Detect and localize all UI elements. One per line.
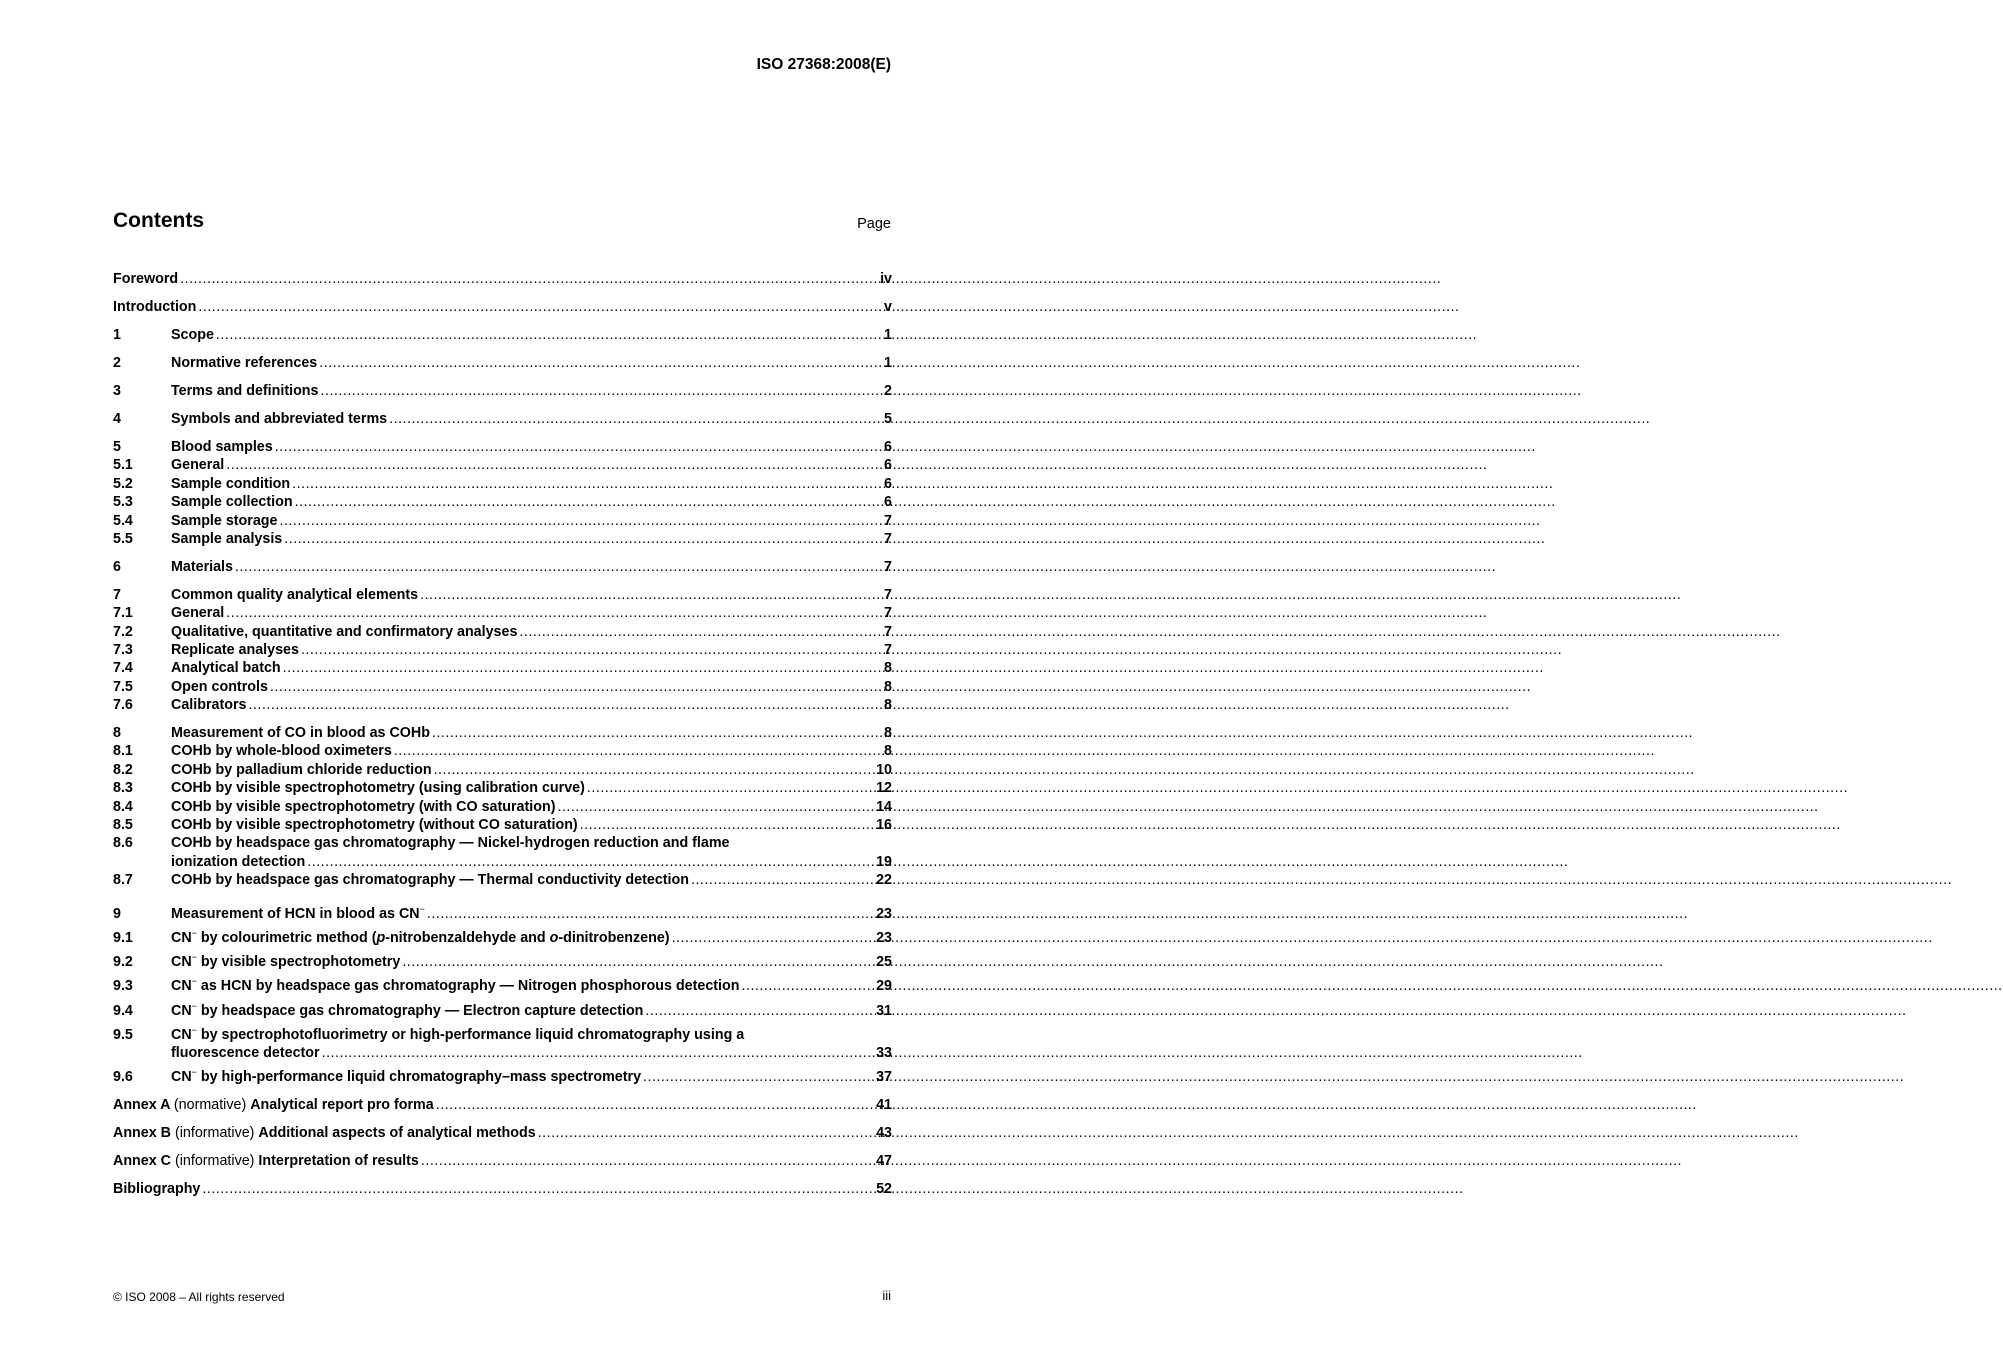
toc-entry-title: [171, 953, 400, 971]
copyright-notice: © ISO 2008 – All rights reserved: [113, 1290, 285, 1304]
toc-entry[interactable]: [113, 724, 892, 742]
toc-entry-title: [171, 1002, 643, 1020]
toc-entry[interactable]: [113, 475, 892, 493]
page-column-label: Page: [857, 216, 891, 232]
toc-title-continuation: ionization detection: [171, 854, 306, 870]
toc-entry[interactable]: [113, 1026, 892, 1044]
toc-page-number: 6: [884, 494, 892, 510]
toc-title-part: o: [549, 930, 559, 946]
toc-page-number: 8: [884, 679, 892, 695]
toc-page-number: 6: [884, 457, 892, 473]
dot-leader: [322, 1044, 875, 1062]
toc-entry-number: 9.1: [113, 930, 133, 946]
dot-leader: [587, 779, 874, 797]
toc-title-text: General: [171, 457, 225, 473]
toc-title-part: by high-performance liquid chromatography–mass spectrometry: [196, 1069, 642, 1085]
annex-label: Annex B: [113, 1125, 171, 1141]
toc-title-part: by headspace gas chromatography — Electron capture detection: [196, 1003, 644, 1019]
annex-title: Interpretation of results: [258, 1153, 419, 1169]
toc-title-part: p: [376, 930, 386, 946]
toc-entry-title: [171, 382, 319, 400]
toc-entry-title: [171, 834, 730, 852]
dot-leader: [436, 1096, 874, 1114]
toc-entry[interactable]: [113, 641, 892, 659]
dot-leader: [434, 761, 875, 779]
annex-title: Additional aspects of analytical methods: [258, 1125, 536, 1141]
toc-entry-title: [113, 1152, 419, 1170]
toc-entry-number: 3: [113, 383, 121, 399]
toc-title-text: COHb by whole-blood oximeters: [171, 743, 392, 759]
toc-entry-number: 9.4: [113, 1003, 133, 1019]
toc-page-number: 25: [876, 954, 892, 970]
toc-title-text: Introduction: [113, 299, 197, 315]
toc-page-number: 16: [876, 817, 892, 833]
toc-entry-title: [113, 1124, 536, 1142]
toc-title-part: CN: [171, 1003, 192, 1019]
toc-entry-number: 8.7: [113, 872, 133, 888]
toc-page-number: 7: [884, 531, 892, 547]
toc-entry[interactable]: [113, 270, 892, 288]
toc-page-number: 52: [876, 1181, 892, 1197]
toc-entry-title: [171, 410, 387, 428]
toc-entry-title: [113, 1180, 200, 1198]
toc-entry-title: [113, 298, 196, 316]
dot-leader: [279, 512, 882, 530]
toc-title-text: Sample collection: [171, 494, 293, 510]
toc-entry[interactable]: [113, 1180, 892, 1198]
toc-title-part: by visible spectrophotometry: [196, 954, 401, 970]
toc-entry-title: [171, 871, 689, 889]
toc-entry[interactable]: [113, 1152, 892, 1170]
toc-page-number: 12: [876, 780, 892, 796]
toc-entry-number: 2: [113, 355, 121, 371]
dot-leader: [538, 1124, 874, 1142]
dot-leader: [235, 558, 882, 576]
toc-entry-number: 7: [113, 587, 121, 603]
dot-leader: [427, 905, 874, 923]
toc-entry[interactable]: [113, 530, 892, 548]
toc-entry-number: 8.3: [113, 780, 133, 796]
annex-title: Analytical report pro forma: [250, 1097, 434, 1113]
toc-title-part: CN: [171, 954, 192, 970]
toc-entry-number: 7.1: [113, 605, 133, 621]
toc-entry-title: [171, 438, 273, 456]
toc-page-number: 8: [884, 743, 892, 759]
toc-entry[interactable]: [113, 696, 892, 714]
toc-title-part: CN: [171, 930, 192, 946]
toc-entry-number: 5.5: [113, 531, 133, 547]
contents-title: Contents: [113, 209, 204, 232]
toc-entry-title: [171, 742, 392, 760]
toc-entry[interactable]: [113, 659, 892, 677]
toc-title-text: COHb by visible spectrophotometry (using calibration curve): [171, 780, 585, 796]
toc-entry-number: 5.4: [113, 513, 133, 529]
toc-entry-number: 7.5: [113, 679, 133, 695]
annex-type: (informative): [174, 1125, 259, 1141]
annex-type: (normative): [173, 1097, 251, 1113]
dot-leader: [643, 1068, 874, 1086]
toc-entry-title: [171, 604, 224, 622]
toc-title-part: −: [191, 928, 197, 938]
toc-page-number: 7: [884, 642, 892, 658]
toc-entry-title: [113, 1096, 434, 1114]
toc-entry-number: 9.6: [113, 1069, 133, 1085]
toc-title-text: Sample condition: [171, 476, 291, 492]
toc-entry[interactable]: [113, 456, 892, 474]
toc-entry-title: [171, 475, 290, 493]
toc-entry-title: [171, 816, 578, 834]
toc-title-superscript: −: [419, 904, 425, 914]
dot-leader: [519, 623, 882, 641]
dot-leader: [283, 659, 882, 677]
toc-title-text: Replicate analyses: [171, 642, 299, 658]
toc-page-number: 8: [884, 660, 892, 676]
toc-entry-number: 8.2: [113, 762, 133, 778]
toc-title-text: Blood samples: [171, 439, 273, 455]
toc-entry-continuation[interactable]: [113, 1044, 892, 1062]
toc-entry-title: [171, 659, 281, 677]
toc-page-number: 8: [884, 697, 892, 713]
dot-leader: [275, 438, 882, 456]
toc-entry[interactable]: [113, 742, 892, 760]
toc-entry[interactable]: [113, 953, 892, 971]
dot-leader: [394, 742, 882, 760]
toc-title-text: COHb by headspace gas chromatography — Nickel-hydrogen reduction and flame: [171, 835, 730, 851]
toc-page-number: 6: [884, 439, 892, 455]
toc-title-part: −: [191, 1001, 197, 1011]
toc-entry-title: [171, 779, 585, 797]
toc-title-text: COHb by palladium chloride reduction: [171, 762, 432, 778]
toc-entry-title: [171, 929, 670, 947]
toc-entry[interactable]: [113, 298, 892, 316]
toc-entry-number: 4: [113, 411, 121, 427]
toc-page-number: 23: [876, 930, 892, 946]
toc-entry-title: [171, 696, 246, 714]
toc-title-text: COHb by visible spectrophotometry (without CO saturation): [171, 817, 578, 833]
toc-entry[interactable]: [113, 1124, 892, 1142]
dot-leader: [402, 953, 874, 971]
toc-title-text: Terms and definitions: [171, 383, 319, 399]
dot-leader: [742, 977, 875, 995]
toc-page-number: iv: [880, 271, 892, 287]
toc-entry[interactable]: [113, 761, 892, 779]
toc-entry[interactable]: [113, 493, 892, 511]
toc-entry[interactable]: [113, 604, 892, 622]
toc-title-part: CN: [171, 1069, 192, 1085]
toc-title-text: Qualitative, quantitative and confirmatory analyses: [171, 624, 518, 640]
toc-entry[interactable]: [113, 779, 892, 797]
toc-entry-number: 8.5: [113, 817, 133, 833]
toc-title-text: Sample storage: [171, 513, 278, 529]
toc-page-number: 29: [876, 978, 892, 994]
toc-title-text: Foreword: [113, 271, 179, 287]
toc-page-number: 31: [876, 1003, 892, 1019]
toc-page-number: 7: [884, 624, 892, 640]
toc-entry[interactable]: [113, 354, 892, 372]
toc-entry[interactable]: [113, 512, 892, 530]
dot-leader: [270, 678, 882, 696]
toc-page-number: 7: [884, 559, 892, 575]
toc-entry-title: [171, 977, 740, 995]
toc-entry-title: [171, 530, 282, 548]
toc-entry[interactable]: [113, 382, 892, 400]
page-number: iii: [882, 1288, 891, 1303]
dot-leader: [319, 354, 882, 372]
toc-page-number: 1: [884, 327, 892, 343]
toc-entry-number: 8.6: [113, 835, 133, 851]
toc-page-number: 7: [884, 587, 892, 603]
toc-title-part: by spectrophotofluorimetry or high-performance liquid chromatography using a: [196, 1027, 745, 1043]
toc-page-number: 10: [876, 762, 892, 778]
toc-page-number: 41: [876, 1097, 892, 1113]
toc-entry-number: 9.2: [113, 954, 133, 970]
dot-leader: [307, 853, 874, 871]
dot-leader: [672, 929, 875, 947]
toc-entry-title: [171, 586, 418, 604]
dot-leader: [226, 456, 882, 474]
toc-title-text: COHb by headspace gas chromatography — Thermal conductivity detection: [171, 872, 689, 888]
toc-title-text: Measurement of HCN in blood as CN: [171, 906, 420, 922]
toc-title-part: by colourimetric method (: [196, 930, 377, 946]
toc-page-number: 5: [884, 411, 892, 427]
dot-leader: [180, 270, 878, 288]
dot-leader: [301, 641, 882, 659]
toc-entry-number: 8.4: [113, 799, 133, 815]
toc-title-text: Materials: [171, 559, 233, 575]
dot-leader: [321, 382, 883, 400]
dot-leader: [248, 696, 882, 714]
dot-leader: [645, 1002, 874, 1020]
toc-page-number: 7: [884, 513, 892, 529]
toc-entry-title: [171, 1026, 744, 1044]
toc-entry[interactable]: [113, 977, 892, 995]
toc-title-text: Symbols and abbreviated terms: [171, 411, 388, 427]
toc-entry-number: 7.3: [113, 642, 133, 658]
toc-entry[interactable]: [113, 1068, 892, 1086]
toc-entry-number: 5.3: [113, 494, 133, 510]
dot-leader: [421, 1152, 874, 1170]
toc-title-part: −: [191, 1067, 197, 1077]
toc-entry[interactable]: [113, 586, 892, 604]
toc-entry[interactable]: [113, 1096, 892, 1114]
toc-title-text: Analytical batch: [171, 660, 281, 676]
toc-title-part: as HCN by headspace gas chromatography — Nitrogen phosphorous detection: [196, 978, 740, 994]
toc-entry-title: [171, 512, 277, 530]
toc-entry-number: 9.5: [113, 1027, 133, 1043]
toc-page-number: 8: [884, 725, 892, 741]
toc-title-part: -nitrobenzaldehyde and: [385, 930, 550, 946]
toc-entry-title: [171, 456, 224, 474]
toc-entry-title: [171, 623, 517, 641]
toc-page-number: 2: [884, 383, 892, 399]
toc-entry-title: [171, 1068, 641, 1086]
toc-entry-number: 5.1: [113, 457, 133, 473]
toc-entry[interactable]: [113, 905, 892, 923]
toc-title-text: Sample analysis: [171, 531, 283, 547]
dot-leader: [202, 1180, 874, 1198]
toc-entry-title: [171, 493, 293, 511]
toc-entry-title: [171, 678, 268, 696]
toc-entry[interactable]: [113, 438, 892, 456]
toc-entry[interactable]: [113, 816, 892, 834]
toc-entry[interactable]: [113, 1002, 892, 1020]
toc-page-number: 22: [876, 872, 892, 888]
toc-entry-title: [171, 724, 430, 742]
dot-leader: [284, 530, 882, 548]
toc-page-number: 19: [876, 854, 892, 870]
toc-entry-number: 1: [113, 327, 121, 343]
toc-page-number: 47: [876, 1153, 892, 1169]
dot-leader: [295, 493, 882, 511]
toc-title-text: Normative references: [171, 355, 318, 371]
toc-entry[interactable]: [113, 326, 892, 344]
toc-page-number: v: [884, 299, 892, 315]
toc-entry-title: [171, 558, 233, 576]
toc-entry-number: 5.2: [113, 476, 133, 492]
toc-entry[interactable]: [113, 678, 892, 696]
toc-page-number: 14: [876, 799, 892, 815]
toc-entry-title: [171, 905, 425, 923]
dot-leader: [557, 798, 874, 816]
toc-entry-number: 7.2: [113, 624, 133, 640]
dot-leader: [420, 586, 882, 604]
toc-entry-number: 8.1: [113, 743, 133, 759]
toc-page-number: 43: [876, 1125, 892, 1141]
toc-title-text: Bibliography: [113, 1181, 201, 1197]
dot-leader: [580, 816, 874, 834]
dot-leader: [216, 326, 882, 344]
toc-title-part: −: [191, 1025, 197, 1035]
toc-entry[interactable]: [113, 929, 892, 947]
toc-title-text: Open controls: [171, 679, 268, 695]
toc-entry-continuation[interactable]: [113, 853, 892, 871]
toc-entry-title: [171, 641, 299, 659]
toc-title-part: CN: [171, 1027, 192, 1043]
toc-title-text: COHb by visible spectrophotometry (with CO saturation): [171, 799, 556, 815]
toc-title-text: Calibrators: [171, 697, 247, 713]
toc-entry-number: 8: [113, 725, 121, 741]
toc-entry[interactable]: [113, 834, 892, 852]
annex-type: (informative): [174, 1153, 259, 1169]
toc-entry[interactable]: [113, 410, 892, 428]
dot-leader: [691, 871, 874, 889]
toc-title-text: Scope: [171, 327, 214, 343]
toc-entry-title: [171, 354, 317, 372]
toc-page-number: 37: [876, 1069, 892, 1085]
dot-leader: [292, 475, 882, 493]
dot-leader: [432, 724, 882, 742]
toc-title-text: Measurement of CO in blood as COHb: [171, 725, 430, 741]
dot-leader: [198, 298, 882, 316]
toc-title-part: -dinitrobenzene): [558, 930, 670, 946]
toc-page-number: 33: [876, 1045, 892, 1061]
toc-entry-number: 6: [113, 559, 121, 575]
toc-entry-title: [171, 326, 214, 344]
toc-title-continuation: fluorescence detector: [171, 1045, 320, 1061]
toc-page-number: 6: [884, 476, 892, 492]
toc-entry[interactable]: [113, 623, 892, 641]
toc-title-part: −: [191, 952, 197, 962]
toc-title-text: General: [171, 605, 225, 621]
toc-title-text: Common quality analytical elements: [171, 587, 419, 603]
toc-entry-number: 7.4: [113, 660, 133, 676]
toc-title-part: −: [191, 976, 197, 986]
toc-entry-number: 7.6: [113, 697, 133, 713]
toc-entry-title: [171, 761, 432, 779]
toc-page-number: 7: [884, 605, 892, 621]
dot-leader: [389, 410, 882, 428]
toc-entry-title: [113, 270, 178, 288]
toc-entry-number: 9.3: [113, 978, 133, 994]
toc-page-number: 23: [876, 906, 892, 922]
toc-entry-number: 9: [113, 906, 121, 922]
toc-entry[interactable]: [113, 798, 892, 816]
toc-entry-title: [171, 798, 555, 816]
dot-leader: [226, 604, 882, 622]
standard-id-header: ISO 27368:2008(E): [756, 56, 891, 73]
toc-title-part: CN: [171, 978, 192, 994]
toc-page-number: 1: [884, 355, 892, 371]
toc-entry[interactable]: [113, 871, 892, 889]
annex-label: Annex A: [113, 1097, 170, 1113]
toc-entry-number: 5: [113, 439, 121, 455]
toc-entry[interactable]: [113, 558, 892, 576]
annex-label: Annex C: [113, 1153, 171, 1169]
